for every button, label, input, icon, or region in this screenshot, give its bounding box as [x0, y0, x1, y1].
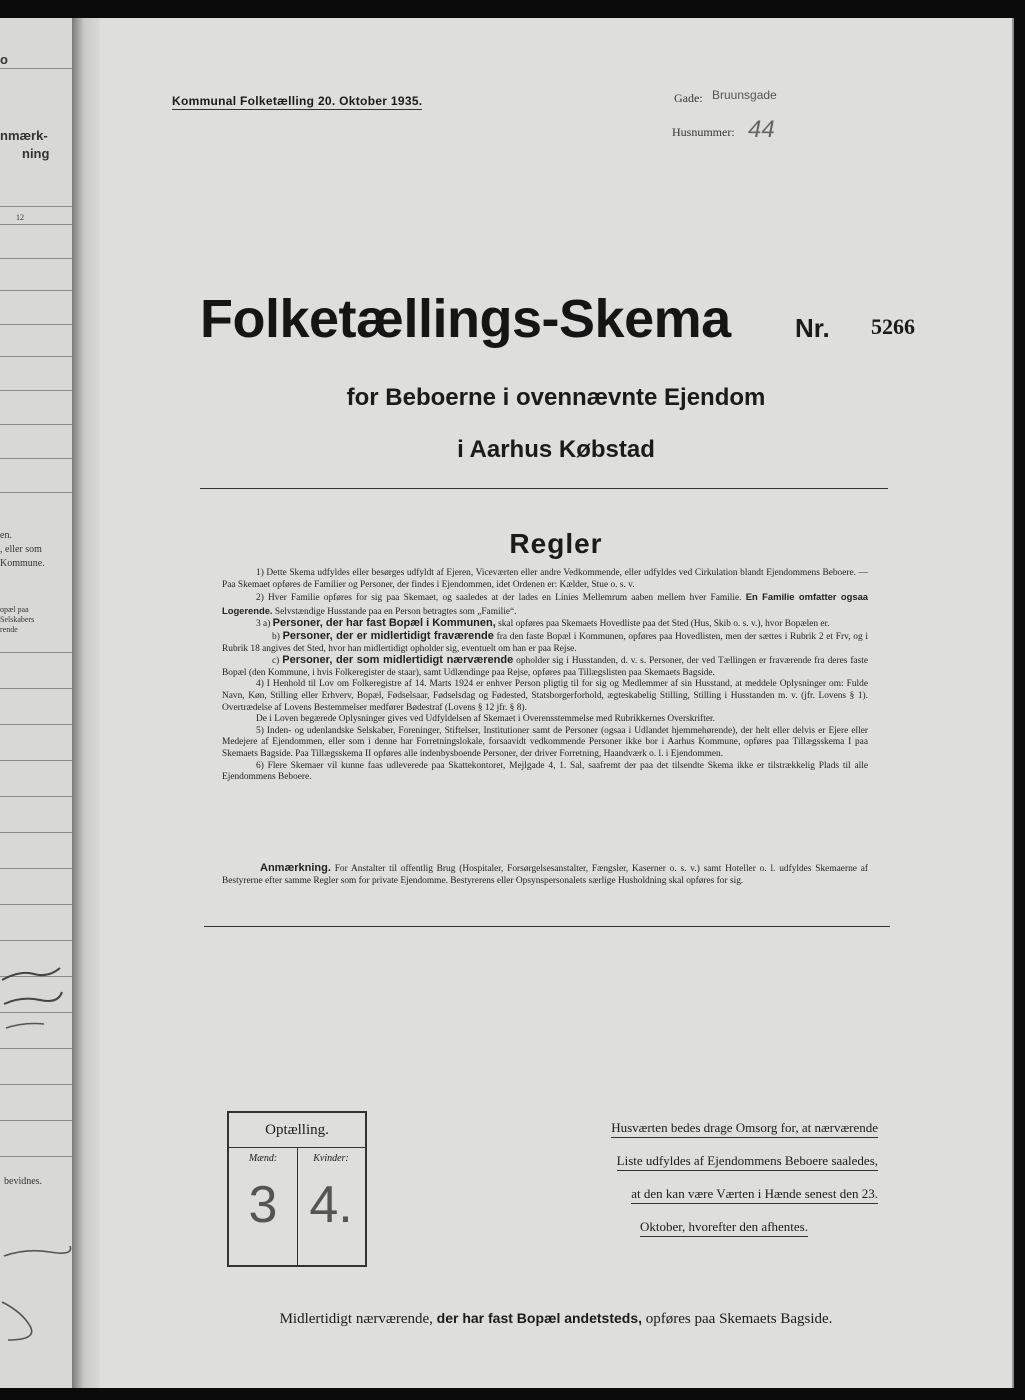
left-page-text: nmærk- [0, 128, 48, 143]
census-form-page [100, 18, 1012, 1388]
men-label: Mænd: [248, 1153, 278, 1164]
remark-paragraph [222, 863, 868, 887]
form-subtitle: for Beboerne i ovennævnte Ejendom [346, 384, 766, 411]
left-page-text: o [0, 52, 8, 67]
women-label: Kvinder: [313, 1153, 349, 1164]
left-page-text: , eller som [0, 544, 42, 555]
rule-3b: b) Personer, der er midlertidigt fraværende fra den faste Bopæl i Kommunen, opføres paa Hovedlisten, men der sættes i Rubrik 2 et Frv, og i Rubrik 18 angives det Sted, hvor han midlertidigt opholder sig, eventuelt om han er paa Rejse. [222, 629, 869, 654]
notice-line: Oktober, hvorefter den afhentes. [640, 1219, 808, 1237]
footer-note: Midlertidigt nærværende, der har fast Bopæl andetsteds, opføres paa Skemaets Bagside. [279, 1310, 833, 1327]
rule-4b: De i Loven begærede Oplysninger gives ved Udfyldelsen af Skemaet i Overensstemmelse med Rubrikkernes Overskrifter. [256, 714, 715, 725]
left-page-text: ning [22, 146, 50, 161]
count-box [227, 1111, 367, 1267]
rule-4: 4) I Henhold til Lov om Folkeregistre af 14. Marts 1924 er enhver Person pligtig til for sig og Medlemmer af sin Husstand, at meddele Oplysninger om: Fulde Navn, Køn, Stilling eller Erhverv, Bopæl, Fødselsaar, Fødselsdag og Fødested, Statsborgerforhold, ægteskabelig Stilling, Stilling i Husstanden m. v. (jfr. Lovens § 1). Overtrædelse af Lovens Bestemmelser medfører Bødestraf (Lovens § 12 jfr. § 8). [222, 679, 868, 713]
count-title: Optælling. [229, 1113, 365, 1148]
form-subtitle-city: i Aarhus Købstad [457, 436, 655, 463]
remark-text: For Anstalter til offentlig Brug (Hospitaler, Forsørgelsesanstalter, Fængsler, Kaserner o. s. v.) samt Hoteller o. l. udfyldes Skemaerne af Bestyrerne efter samme Regler som for private Ejendomme. Bestyrerens eller Opsynspersonalets særlige Husholdning skal opføres for sig. [222, 864, 868, 886]
house-number-label: Husnummer: [672, 125, 735, 139]
rules-heading: Regler [509, 528, 603, 559]
rule-3a: 3 a) Personer, der har fast Bopæl i Kommunen, skal opføres paa Skemaets Hovedliste paa det Sted (Hus, Skib o. s. v.), hvor Bopælen er. [256, 617, 830, 630]
women-count: 4. [309, 1176, 353, 1234]
rule-6: 6) Flere Skemaer vil kunne faas udleverede paa Skattekontoret, Mejlgade 4, 1. Sal, saafremt der paa det tilsendte Skema ikke er tilstrækkelig Plads til alle Ejendommens Beboere. [222, 760, 868, 783]
census-header-title: Kommunal Folketælling 20. Oktober 1935. [172, 94, 423, 108]
left-page-strip [0, 18, 74, 1388]
notice-line: at den kan være Værten i Hænde senest den 23. [631, 1186, 878, 1204]
left-page-text: Kommune. [0, 558, 45, 569]
number-label: Nr. [795, 313, 830, 343]
divider [204, 926, 890, 927]
left-page-text: Selskabers [0, 615, 35, 624]
street-label: Gade: [674, 91, 703, 105]
notice-line: Liste udfyldes af Ejendommens Beboere saaledes, [617, 1153, 878, 1171]
left-page-text: bevidnes. [4, 1176, 43, 1187]
house-number-value: 44 [748, 116, 775, 143]
handwriting-scribbles [0, 930, 72, 1350]
divider [200, 488, 888, 489]
rules-text [222, 568, 868, 784]
remark-label: Anmærkning. [260, 862, 331, 874]
landlord-notice [528, 1111, 878, 1243]
street-value: Bruunsgade [712, 88, 777, 102]
left-page-text: 12 [16, 213, 24, 222]
left-page-text: opæl paa [0, 605, 29, 614]
left-page-text: rende [0, 625, 18, 634]
schema-number: 5266 [871, 314, 915, 339]
left-page-text: en. [0, 530, 12, 541]
notice-line: Husværten bedes drage Omsorg for, at nærværende [611, 1120, 878, 1138]
rule-2: 2) Hver Familie opføres for sig paa Skemaet, og saaledes at der lades en Linies Mellemrum aaben mellem hver Familie. En Familie omfatter ogsaa Logerende. Selvstændige Husstande paa en Person betragtes som „Familie“. [222, 591, 869, 617]
rule-5: 5) Inden- og udenlandske Selskaber, Foreninger, Stiftelser, Institutioner samt de Personer (ogsaa i Udlandet hjemmehørende), der helt eller delvis er Ejere eller Medejere af Ejendommen, eller som i denne har Forretningslokale, forsaavidt vedkommende Personer ikke bor i Aarhus Kommune, opføres paa Tillægsskema I paa Skemaets Bagside. Paa Tillægsskema II opføres alle indenbysboende Personer, der driver Forretning, Haandværk o. l. i Ejendommen. [222, 725, 868, 759]
form-title: Folketællings-Skema [200, 289, 731, 349]
rule-1: 1) Dette Skema udfyldes eller besørges udfyldt af Ejeren, Viceværten eller andre Vedkommende, eller udfyldes ved Cirkulation blandt Ejendommens Beboere. — Paa Skemaet opføres de Familier og Personer, der findes i Ejendommen, idet Ordenen er: Kælder, Stue o. s. v. [222, 568, 868, 590]
book-spine [72, 18, 102, 1388]
men-count: 3 [248, 1176, 278, 1234]
rule-3c: c) Personer, der som midlertidigt nærværende opholder sig i Husstanden, d. v. s. Personer, der ved Tællingen er fraværende fra deres faste Bopæl (den Kommune, i hvis Folkeregister de staar), samt Udlændinge paa Rejse, opføres paa Tillægslisten paa Skemaets Bagside. [222, 654, 869, 678]
